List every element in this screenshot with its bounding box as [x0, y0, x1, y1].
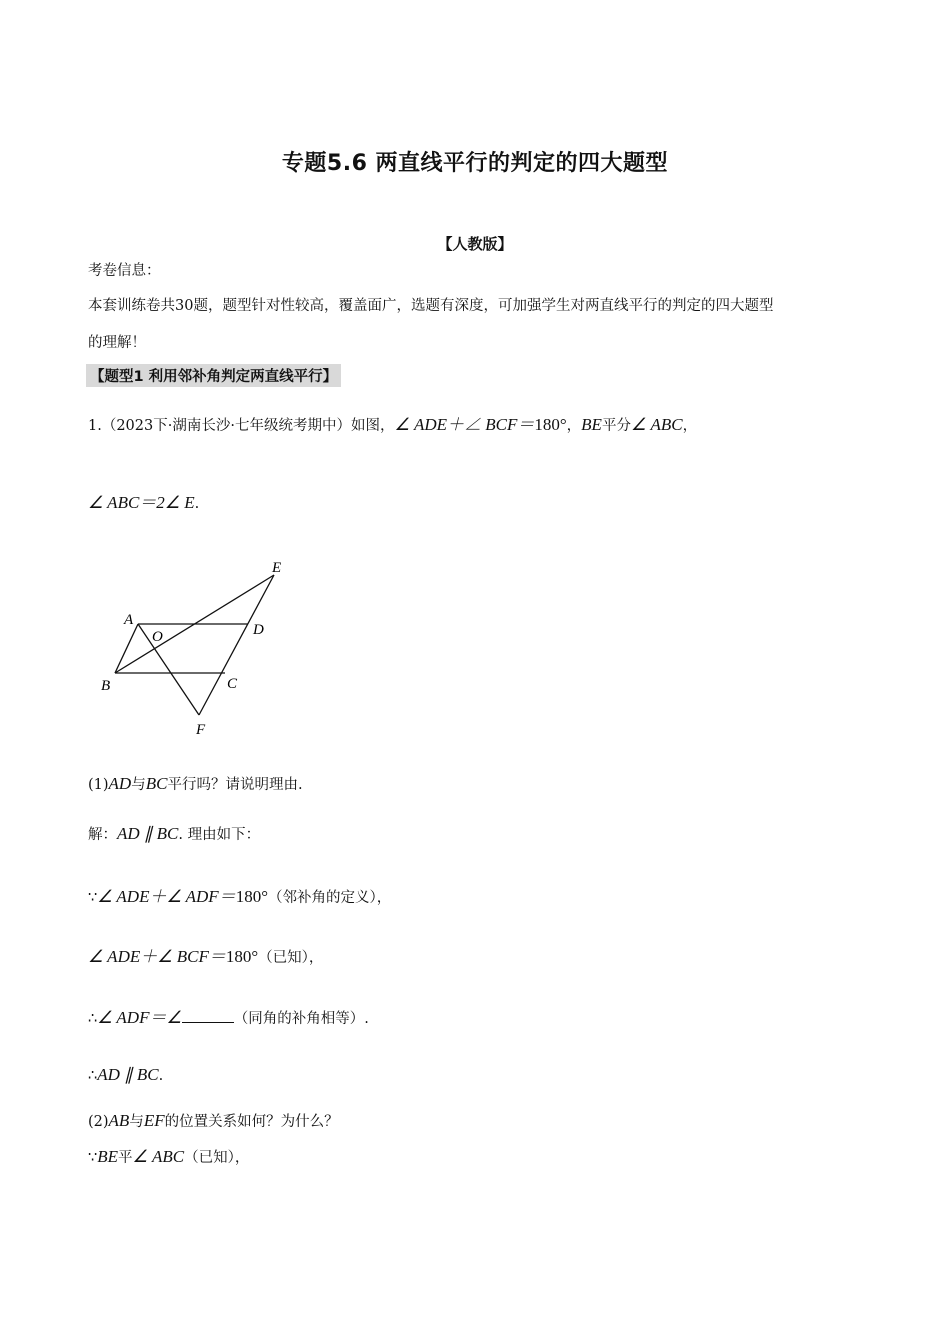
- part-1-line-ad: AD: [108, 774, 132, 793]
- part-1-prefix: (1): [88, 777, 109, 793]
- step-1-value: 180°: [235, 887, 269, 906]
- label-D: D: [253, 622, 264, 638]
- part-1-answer-intro: [88, 823, 260, 844]
- page-title: 专题5.6 两直线平行的判定的四大题型: [281, 151, 669, 176]
- step-2-reason: （已知），: [258, 950, 324, 966]
- intro-line1: 本套训练卷共30题，题型针对性较高，覆盖面广，选题有深度，可加强学生对两直线平行的判定的四大题型: [88, 298, 774, 314]
- separator: ，: [566, 418, 582, 434]
- part-2-step-1: [88, 1146, 249, 1167]
- part-1-line-bc: BC: [145, 774, 168, 793]
- part-1-step-1: [88, 882, 391, 907]
- condition-1: ∠ ADE＋∠ BCF＝: [394, 415, 535, 434]
- condition-3: ∠ ABC＝2∠ E: [88, 493, 195, 512]
- part-2-prefix: (2): [88, 1114, 109, 1130]
- condition-2-end: ，: [682, 418, 698, 434]
- part-1-step-3: [88, 1003, 369, 1028]
- label-C: C: [227, 676, 238, 692]
- part-2-line-be: BE: [97, 1147, 119, 1166]
- question-1-stem: [88, 410, 697, 435]
- edition-label: 【人教版】: [437, 235, 513, 253]
- answer-label: 解：: [88, 827, 117, 843]
- step-1-math: ∠ ADE＋∠ ADF＝: [97, 887, 236, 906]
- label-E: E: [272, 560, 282, 576]
- intro-label: 考卷信息：: [88, 263, 161, 279]
- part-1-step-2: [88, 942, 323, 967]
- condition-2-angle: ∠ ABC: [630, 415, 683, 434]
- step-4-math: AD ∥ BC: [97, 1065, 159, 1084]
- step-2-math: ∠ ADE＋∠ BCF＝: [88, 947, 226, 966]
- condition-1-value: 180°: [534, 415, 567, 434]
- part-1-question: [88, 773, 303, 794]
- part-2-connector: 与: [129, 1114, 144, 1130]
- label-A: A: [124, 612, 134, 628]
- condition-3-end: .: [194, 496, 200, 512]
- part-2-reason: （已知），: [184, 1150, 250, 1166]
- part-2-question: [88, 1110, 339, 1131]
- part-2-line-ab: AB: [108, 1111, 130, 1130]
- segment-EF: [199, 575, 274, 715]
- part-2-question-end: 的位置关系如何？为什么？: [164, 1114, 339, 1130]
- step-1-reason: （邻补角的定义），: [268, 890, 392, 906]
- geometry-figure: [90, 550, 310, 745]
- step-3-reason: （同角的补角相等）.: [233, 1011, 369, 1027]
- label-B: B: [101, 678, 111, 694]
- because-symbol: ∵: [88, 890, 98, 906]
- because-symbol-2: ∵: [88, 1150, 98, 1166]
- part-1-question-end: 平行吗？请说明理由.: [167, 777, 303, 793]
- condition-2-line: BE: [581, 415, 602, 434]
- question-1-prefix: 1.（2023下·湖南长沙·七年级统考期中）如图，: [88, 418, 395, 434]
- question-1-condition-3: [88, 488, 199, 513]
- part-1-step-4: [88, 1065, 163, 1085]
- step-3-math: ∠ ADF＝∠: [97, 1008, 182, 1027]
- answer-intro-end: . 理由如下：: [178, 827, 261, 843]
- answer-statement: AD ∥ BC: [117, 824, 179, 843]
- therefore-symbol: ∴: [88, 1011, 98, 1027]
- condition-2-verb: 平分: [601, 418, 631, 434]
- part-1-connector: 与: [131, 777, 146, 793]
- step-2-value: 180°: [225, 947, 259, 966]
- section-heading: 【题型1 利用邻补角判定两直线平行】: [86, 364, 341, 387]
- label-O: O: [152, 629, 163, 645]
- part-2-angle: ∠ ABC: [132, 1147, 185, 1166]
- step-4-end: .: [158, 1068, 164, 1084]
- part-2-verb: 平: [118, 1150, 133, 1166]
- segment-AF: [138, 624, 199, 715]
- label-F: F: [196, 722, 206, 738]
- therefore-symbol-2: ∴: [88, 1068, 98, 1084]
- fill-in-blank[interactable]: [182, 1008, 234, 1023]
- part-2-line-ef: EF: [143, 1111, 165, 1130]
- intro-line2: 的理解！: [88, 335, 146, 351]
